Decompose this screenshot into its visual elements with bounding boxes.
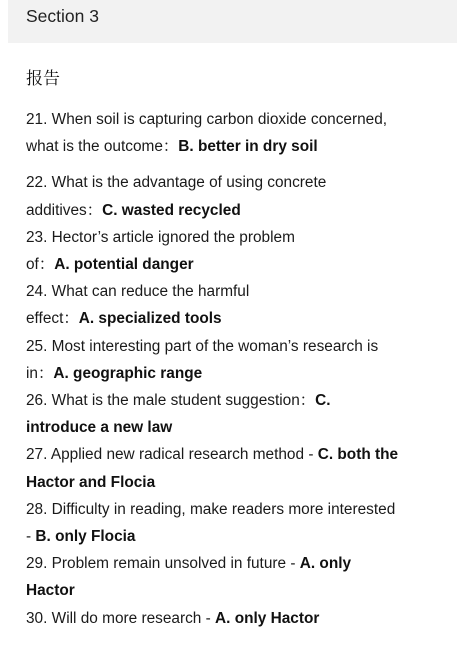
question-27 bbox=[26, 441, 456, 495]
question-24-text: 24. What can reduce the harmful bbox=[26, 283, 250, 301]
question-28-text: 28. Difficulty in reading, make readers more interested bbox=[26, 500, 396, 518]
question-25-line-1 bbox=[26, 333, 456, 360]
question-30-text: 30. Will do more research - bbox=[26, 609, 216, 627]
section-title: Section 3 bbox=[26, 6, 99, 26]
section-header bbox=[8, 0, 457, 43]
question-25-text: 25. Most interesting part of the woman’s research is bbox=[26, 337, 379, 355]
question-22-answer: C. wasted recycled bbox=[102, 201, 241, 219]
question-26-line-1 bbox=[26, 387, 456, 414]
question-27-line-1 bbox=[26, 441, 456, 468]
question-27-line-2 bbox=[26, 469, 456, 496]
question-26-answer-start: C. bbox=[315, 392, 331, 410]
question-22-text: 22. What is the advantage of using concrete bbox=[26, 174, 327, 192]
question-29 bbox=[26, 550, 456, 604]
question-21-line-2 bbox=[26, 133, 456, 160]
question-21-line-1 bbox=[26, 106, 456, 133]
question-26-line-2 bbox=[26, 414, 456, 441]
question-21-answer: B. better in dry soil bbox=[178, 138, 318, 156]
question-23 bbox=[26, 224, 456, 278]
question-29-answer-start: A. only bbox=[299, 555, 352, 573]
question-29-line-1 bbox=[26, 550, 456, 577]
question-29-text: 29. Problem remain unsolved in future - bbox=[26, 555, 300, 573]
question-26-text: 26. What is the male student suggestion： bbox=[26, 392, 316, 410]
report-heading: 报告 bbox=[26, 69, 60, 89]
question-25-line-2 bbox=[26, 360, 456, 387]
question-22-text-cont: additives： bbox=[26, 201, 103, 219]
question-23-text: 23. Hector’s article ignored the problem bbox=[26, 228, 295, 246]
question-22-line-1 bbox=[26, 169, 456, 196]
question-25-text-cont: in： bbox=[26, 364, 54, 382]
question-26 bbox=[26, 387, 456, 441]
question-24-line-2 bbox=[26, 305, 456, 332]
question-21-text-cont: what is the outcome： bbox=[26, 138, 179, 156]
question-24 bbox=[26, 278, 456, 332]
question-28-line-2 bbox=[26, 523, 456, 550]
question-27-answer-start: C. both the bbox=[317, 446, 399, 464]
question-22-line-2 bbox=[26, 197, 456, 224]
question-24-answer: A. specialized tools bbox=[78, 310, 222, 328]
question-25 bbox=[26, 333, 456, 387]
question-22 bbox=[26, 169, 456, 223]
question-28-answer: B. only Flocia bbox=[35, 528, 136, 546]
question-26-answer: introduce a new law bbox=[26, 419, 173, 437]
question-21-text: 21. When soil is capturing carbon dioxide concerned, bbox=[26, 111, 388, 128]
question-28-line-1 bbox=[26, 496, 456, 523]
question-27-answer: Hactor and Flocia bbox=[26, 473, 156, 491]
question-28-text-cont: - bbox=[26, 528, 36, 546]
question-24-line-1 bbox=[26, 278, 456, 305]
question-29-line-2 bbox=[26, 577, 456, 604]
question-23-line-1 bbox=[26, 224, 456, 251]
question-21 bbox=[26, 106, 456, 160]
question-30-answer: A. only Hactor bbox=[215, 609, 320, 627]
question-27-text: 27. Applied new radical research method - bbox=[26, 446, 318, 464]
question-25-answer: A. geographic range bbox=[53, 364, 203, 382]
question-29-answer: Hactor bbox=[26, 582, 75, 600]
question-23-text-cont: of： bbox=[26, 256, 55, 274]
question-list bbox=[26, 106, 456, 632]
question-30 bbox=[26, 605, 456, 632]
question-24-text-cont: effect： bbox=[26, 310, 79, 328]
question-23-answer: A. potential danger bbox=[54, 256, 194, 274]
question-23-line-2 bbox=[26, 251, 456, 278]
question-28 bbox=[26, 496, 456, 550]
question-30-line-1 bbox=[26, 605, 456, 632]
